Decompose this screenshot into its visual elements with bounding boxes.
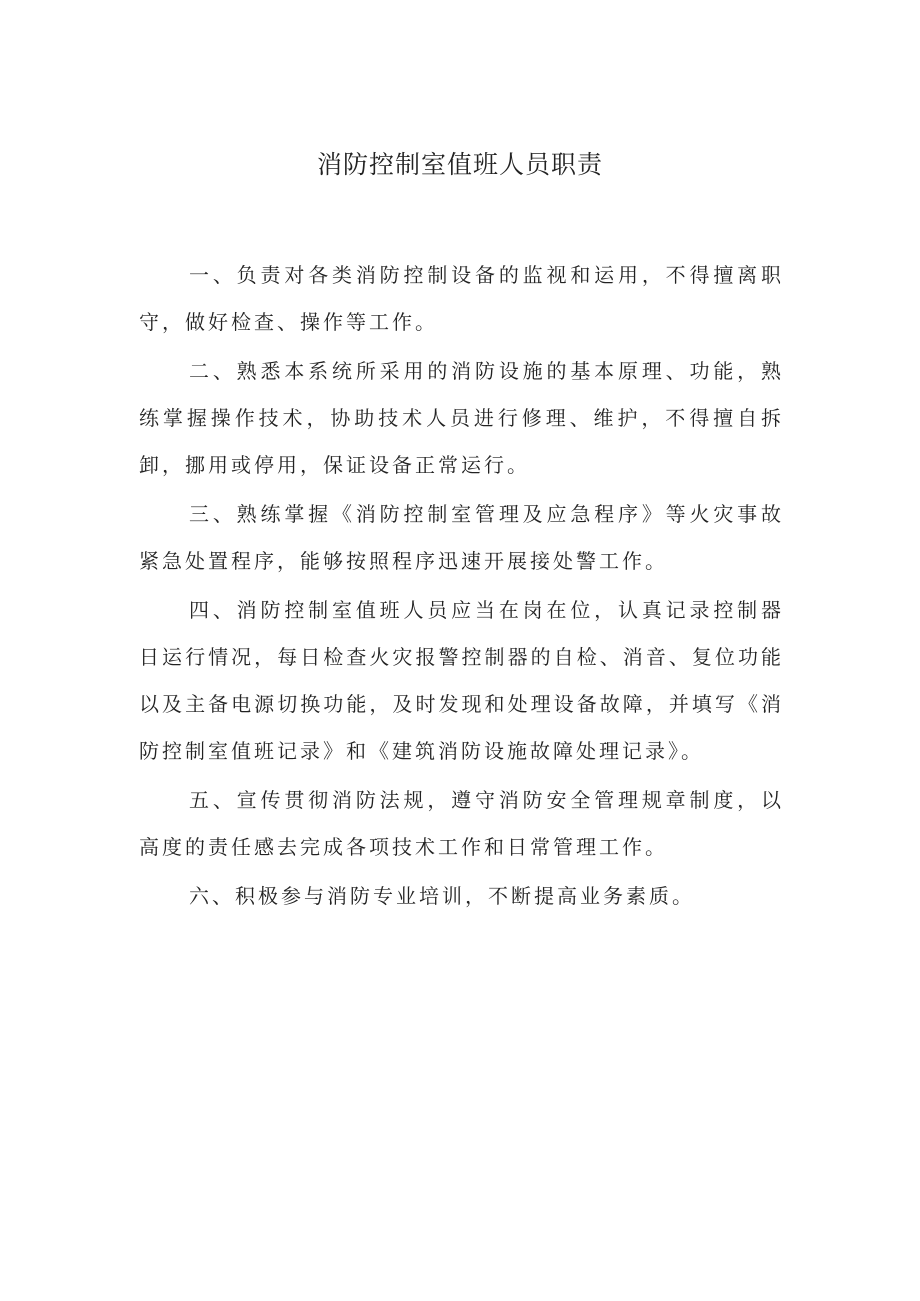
duty-paragraph-3: 三、熟练掌握《消防控制室管理及应急程序》等火灾事故紧急处置程序，能够按照程序迅速开展接处警工作。 — [139, 502, 784, 573]
duty-paragraph-4: 四、消防控制室值班人员应当在岗在位，认真记录控制器日运行情况，每日检查火灾报警控制器的自检、消音、复位功能以及主备电源切换功能，及时发现和处理设备故障，并填写《消防控制室值班记录》和《建筑消防设施故障处理记录》。 — [139, 598, 784, 763]
duty-paragraph-5: 五、宣传贯彻消防法规，遵守消防安全管理规章制度，以高度的责任感去完成各项技术工作和日常管理工作。 — [139, 788, 784, 859]
duty-paragraph-2: 二、熟悉本系统所采用的消防设施的基本原理、功能，熟练掌握操作技术，协助技术人员进行修理、维护，不得擅自拆卸，挪用或停用，保证设备正常运行。 — [139, 359, 784, 477]
duty-paragraph-6: 六、积极参与消防专业培训，不断提高业务素质。 — [189, 884, 695, 908]
document-title: 消防控制室值班人员职责 — [316, 150, 603, 179]
duty-paragraph-1: 一、负责对各类消防控制设备的监视和运用，不得擅离职守，做好检查、操作等工作。 — [139, 263, 784, 334]
document-body — [139, 252, 784, 920]
